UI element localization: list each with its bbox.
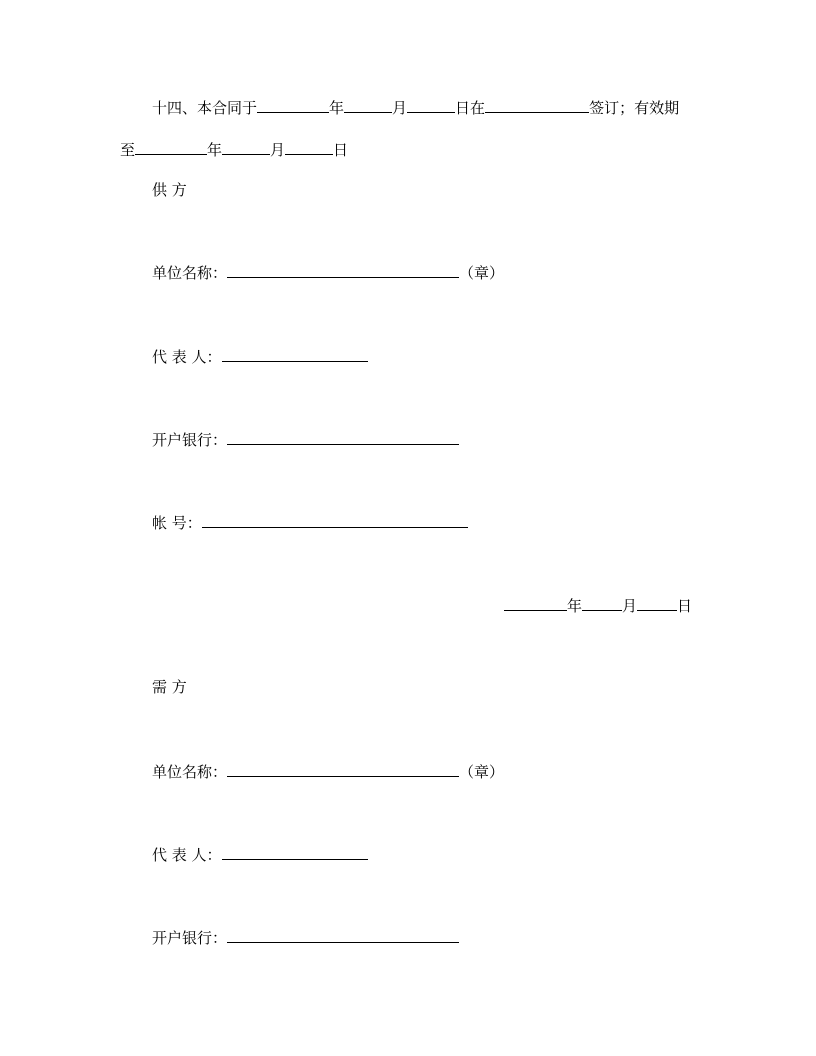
signed-valid-label: 签订；有效期	[589, 99, 680, 117]
supplier-rep-label: 代 表 人：	[152, 348, 222, 366]
valid-day-label: 日	[333, 141, 349, 159]
supplier-bank-label: 开户银行：	[152, 431, 228, 449]
buyer-unit-name-blank[interactable]	[227, 761, 459, 777]
supplier-account-row	[152, 512, 468, 532]
supplier-year-label: 年	[567, 597, 583, 615]
valid-month-label: 月	[270, 141, 286, 159]
supplier-bank-row	[152, 429, 459, 449]
sign-month-blank[interactable]	[344, 97, 392, 113]
buyer-rep-label: 代 表 人：	[152, 846, 222, 864]
valid-month-blank[interactable]	[222, 139, 270, 155]
buyer-heading: 需 方	[152, 678, 187, 696]
sign-year-blank[interactable]	[257, 97, 329, 113]
valid-year-label: 年	[207, 141, 223, 159]
buyer-bank-row	[152, 927, 459, 947]
supplier-account-blank[interactable]	[202, 512, 468, 528]
supplier-unit-name-blank[interactable]	[227, 262, 459, 278]
buyer-seal-label: （章）	[459, 763, 505, 781]
supplier-month-label: 月	[622, 597, 638, 615]
buyer-rep-blank[interactable]	[222, 844, 368, 860]
supplier-month-blank[interactable]	[582, 595, 622, 611]
sign-day-at-label: 日在	[455, 99, 486, 117]
supplier-heading: 供 方	[152, 181, 187, 199]
clause14-line2	[120, 139, 348, 159]
supplier-seal-label: （章）	[459, 264, 505, 282]
valid-year-blank[interactable]	[135, 139, 207, 155]
buyer-rep-row	[152, 844, 368, 864]
valid-day-blank[interactable]	[285, 139, 333, 155]
supplier-account-label: 帐 号：	[152, 514, 202, 532]
buyer-bank-label: 开户银行：	[152, 929, 228, 947]
supplier-bank-blank[interactable]	[227, 429, 459, 445]
supplier-unit-name-row	[152, 262, 504, 282]
buyer-bank-blank[interactable]	[227, 927, 459, 943]
until-label: 至	[120, 141, 136, 159]
supplier-date-row	[504, 595, 692, 615]
clause14-line1	[152, 97, 679, 117]
supplier-rep-blank[interactable]	[222, 346, 368, 362]
clause14-prefix: 十四、本合同于	[152, 99, 258, 117]
sign-place-blank[interactable]	[485, 97, 589, 113]
supplier-rep-row	[152, 346, 368, 366]
sign-day-blank[interactable]	[407, 97, 455, 113]
sign-year-label: 年	[329, 99, 345, 117]
buyer-unit-name-label: 单位名称：	[152, 763, 228, 781]
supplier-day-blank[interactable]	[637, 595, 677, 611]
sign-month-label: 月	[392, 99, 408, 117]
buyer-unit-name-row	[152, 761, 504, 781]
supplier-day-label: 日	[677, 597, 693, 615]
supplier-unit-name-label: 单位名称：	[152, 264, 228, 282]
supplier-year-blank[interactable]	[504, 595, 567, 611]
